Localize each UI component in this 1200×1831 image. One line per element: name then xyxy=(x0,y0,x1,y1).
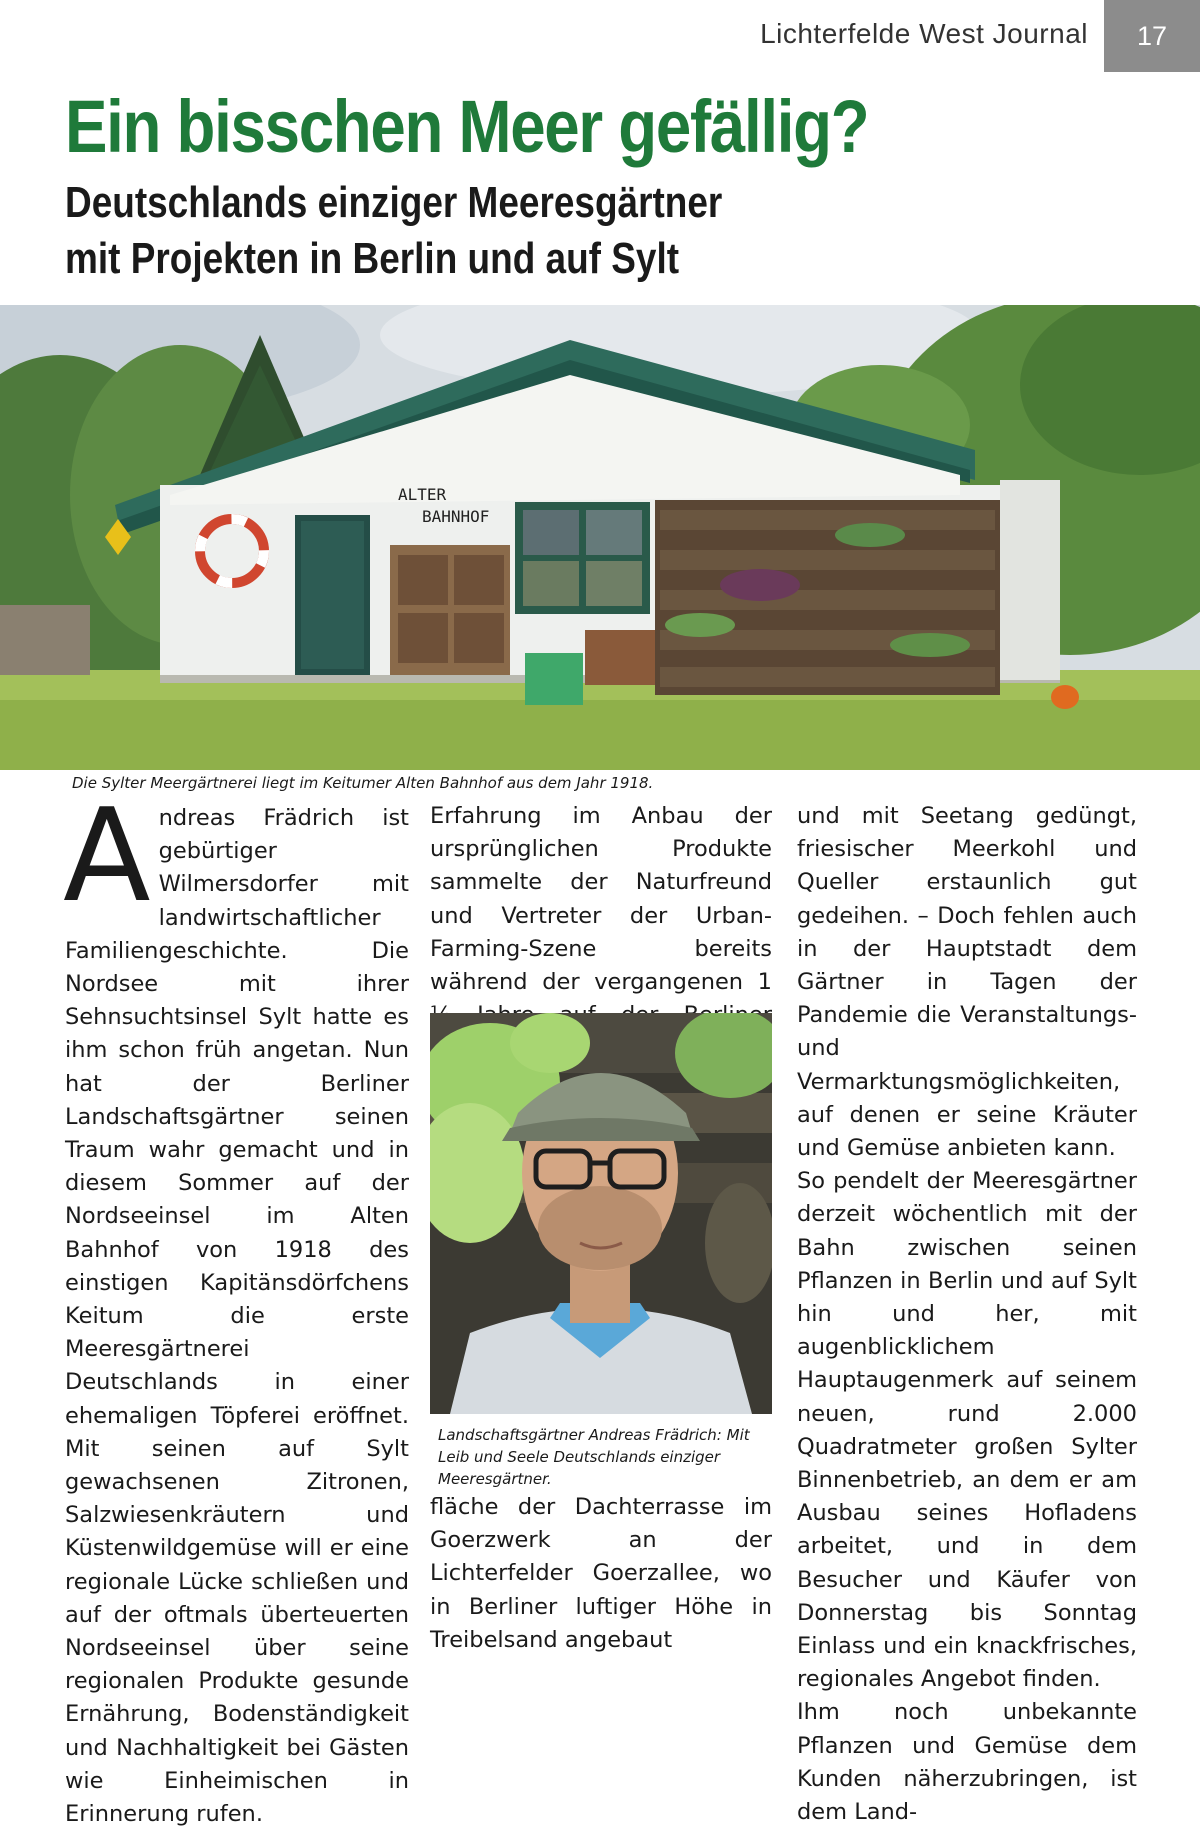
drop-cap: A xyxy=(63,782,151,931)
subtitle-line-2: mit Projekten in Berlin und auf Sylt xyxy=(65,234,680,283)
article-column-2-bottom xyxy=(430,1491,772,1657)
column-2-text-top: Erfahrung im Anbau der ursprünglichen Produkte sammelte der Naturfreund und Vertreter der Urban-Farming-Szene bereits während der vergangenen 1 xyxy=(430,803,772,996)
house-sign-line-1: ALTER xyxy=(398,485,447,504)
journal-title: Lichterfelde West Journal xyxy=(760,18,1088,49)
article-column-3 xyxy=(797,800,1137,1829)
article-subtitle xyxy=(65,175,722,287)
column-3-paragraph-1: und mit Seetang gedüngt, friesischer Meerkohl und Queller erstaunlich gut gedeihen. – Doch fehlen auch in der Hauptstadt dem Gärtner in Tagen der Pandemie die Veranstaltungs- und Vermarktungsmöglichkeiten, auf denen er seine Kräuter und Gemüse anbieten kann. xyxy=(797,803,1137,1162)
photo-house-illustration xyxy=(0,305,1200,770)
photo-portrait-caption: Landschaftsgärtner Andreas Frädrich: Mit Leib und Seele Deutschlands einziger Meeresgärtner. xyxy=(438,1426,750,1488)
subtitle-line-1: Deutschlands einziger Meeresgärtner xyxy=(65,178,723,227)
page-number: 17 xyxy=(1104,0,1200,72)
article-headline: Ein bisschen Meer gefällig? xyxy=(65,85,869,168)
house-sign-line-2: BAHNHOF xyxy=(422,507,490,526)
column-2-text-bottom: fläche der Dachterrasse im Goerzwerk an der Lichterfelder Goerzallee, wo in Berliner luftiger Höhe in Treibelsand angebaut xyxy=(430,1494,772,1653)
column-1-text: ndreas Frädrich ist gebürtiger Wilmersdorfer mit landwirtschaftlicher Familiengeschichte. Die Nordsee mit ihrer Sehnsuchtsinsel Sylt hatte es ihm schon früh angetan. Nun hat der Berliner Landschaftsgärtner seinen Traum wahr gemacht und in diesem Sommer auf der Nordseeinsel im Alten Bahnhof von 1918 des einstigen Kapitänsdörfchens Keitum die erste Meeresgärtnerei Deutschlands in einer ehemaligen Töpferei eröffnet. Mit seinen auf Sylt gewachsenen Zitronen, Salzwiesenkräutern und Küstenwildgemüse will er eine regionale Lücke schließen und auf der oftmals überteuerten Nordseeinsel über seine regionalen Produkte gesunde Ernährung, Bodenständigkeit und Nachhaltigkeit bei Gästen wie Einheimischen in Erinnerung rufen. xyxy=(65,805,409,1828)
photo-portrait-illustration xyxy=(430,1013,772,1414)
column-3-paragraph-3: Ihm noch unbekannte Pflanzen und Gemüse dem Kunden näherzubringen, ist dem Land- xyxy=(797,1699,1137,1826)
photo-portrait xyxy=(430,1013,772,1414)
photo-house xyxy=(0,305,1200,770)
photo-house-caption: Die Sylter Meergärtnerei liegt im Keitumer Alten Bahnhof aus dem Jahr 1918. xyxy=(72,774,654,792)
article-column-1 xyxy=(63,782,409,1831)
column-3-paragraph-2: So pendelt der Meeresgärtner derzeit wöchentlich mit der Bahn zwischen seinen Pflanzen in Berlin und auf Sylt hin und her, mit augenblicklichem Hauptaugenmerk auf seinem neuen, rund 2.000 Quadratmeter großen Sylter Binnenbetrieb, an dem er am Ausbau seines Hofladens arbeitet, und in dem Besucher und Käufer von Donnerstag bis Sonntag Einlass und ein knackfrisches, regionales Angebot finden. xyxy=(797,1168,1137,1693)
